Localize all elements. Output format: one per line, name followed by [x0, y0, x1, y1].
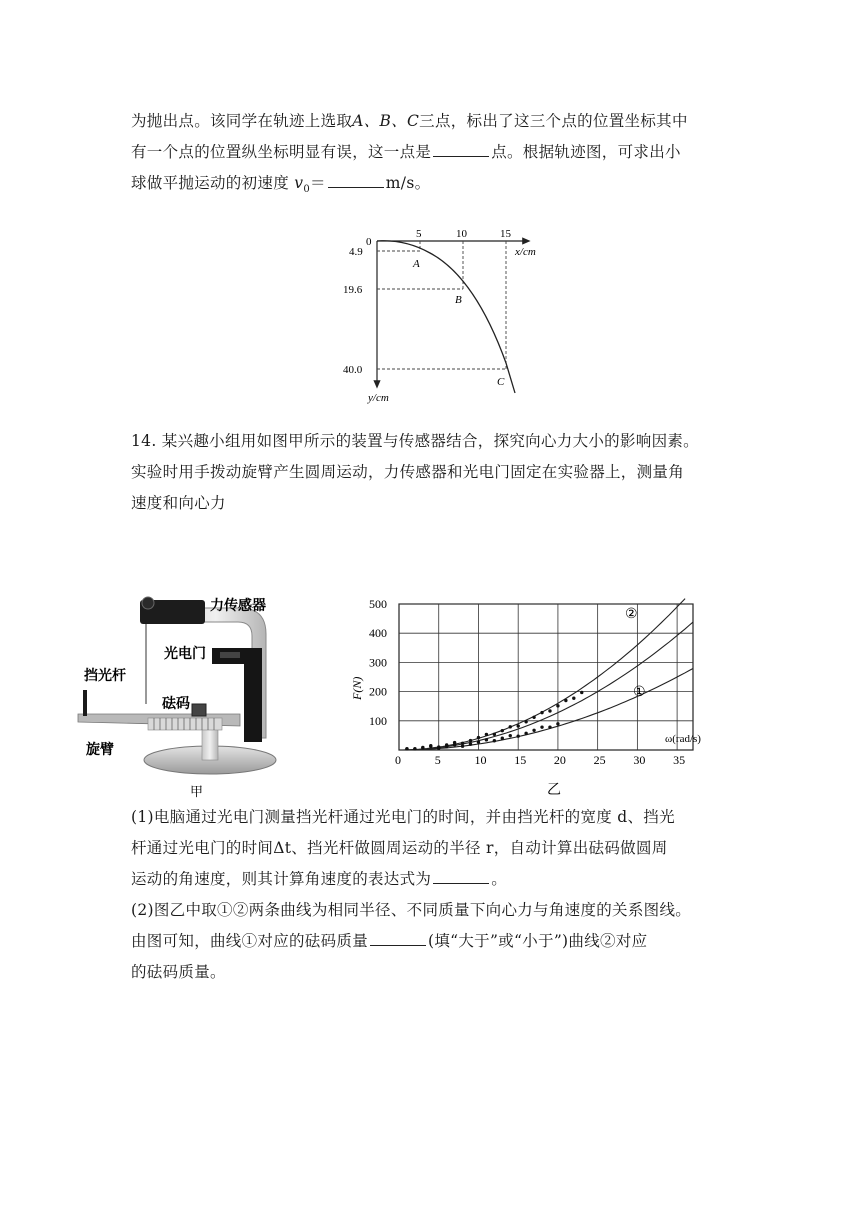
traj-point-a: A: [413, 258, 420, 270]
sensor-knob: [142, 597, 154, 609]
chart-point: [405, 747, 408, 750]
chart-point: [540, 725, 543, 728]
traj-y-label: y/cm: [368, 392, 389, 404]
answer-blank-v0[interactable]: [328, 186, 384, 188]
traj-x-tick-15: 15: [500, 228, 511, 240]
chart-point: [540, 711, 543, 714]
traj-x-tick-10: 10: [456, 228, 467, 240]
chart-point: [532, 716, 535, 719]
curve-label-1: ①: [633, 685, 646, 700]
curve-label-2: ②: [625, 607, 638, 622]
sub2-line-3: 的砝码质量。: [131, 963, 226, 981]
q13-paragraph: [131, 106, 743, 205]
chart-point: [548, 709, 551, 712]
chart-point: [477, 736, 480, 739]
caption-jia: 甲: [190, 785, 204, 800]
chart-point: [516, 724, 519, 727]
label-arm: 旋臂: [86, 742, 114, 758]
chart-point: [524, 732, 527, 735]
label-force-sensor: 力传感器: [210, 598, 266, 614]
chart-point: [564, 699, 567, 702]
label-light-rod: 挡光杆: [84, 668, 126, 684]
traj-y-tick-19-6: 19.6: [343, 284, 363, 296]
light-block-rod[interactable]: [83, 690, 87, 716]
chart-plot-area: [399, 604, 693, 750]
label-weight: 砝码: [162, 696, 190, 712]
chart-point: [548, 725, 551, 728]
q14-line-3: 速度和向心力: [131, 494, 226, 512]
q13-line-2: 有一个点的位置纵坐标明显有误，这一点是 点。根据轨迹图，可求出小: [131, 143, 681, 161]
trajectory-curve: [377, 241, 515, 393]
chart-point: [461, 742, 464, 745]
sub1-line-1: (1)电脑通过光电门测量挡光杆通过光电门的时间，并由挡光杆的宽度 d、挡光: [131, 808, 675, 826]
sub1-line-3: 运动的角速度，则其计算角速度的表达式为 。: [131, 870, 508, 888]
chart-point: [509, 734, 512, 737]
chart-x-tick: 0: [395, 753, 401, 767]
q14-paragraph: [131, 426, 751, 519]
chart-caption: 乙: [547, 783, 561, 798]
chart-point: [485, 738, 488, 741]
chart-y-tick: 200: [369, 684, 387, 699]
chart-y-label: F(N): [350, 676, 364, 700]
trajectory-figure: [335, 225, 545, 410]
v0-symbol: v: [294, 174, 304, 192]
chart-y-tick: 400: [369, 626, 387, 641]
chart-point: [429, 744, 432, 747]
chart-point: [469, 743, 472, 746]
weight-block[interactable]: [192, 704, 206, 716]
chart-point: [572, 697, 575, 700]
chart-curve-1: [399, 669, 693, 751]
chart-point: [509, 725, 512, 728]
q13-line-3: 球做平抛运动的初速度 $v_0= m/s$。: [131, 174, 431, 196]
chart-point: [445, 743, 448, 746]
chart-point: [453, 741, 456, 744]
chart-x-label: ω(rad/s): [665, 733, 701, 745]
chart-point: [580, 691, 583, 694]
traj-origin: 0: [366, 236, 372, 248]
traj-y-tick-4-9: 4.9: [349, 246, 363, 258]
chart-point: [501, 729, 504, 732]
traj-x-tick-5: 5: [416, 228, 422, 240]
chart-point: [516, 734, 519, 737]
sub2-line-1: (2)图乙中取①②两条曲线为相同半径、不同质量下向心力与角速度的关系图线。: [131, 901, 692, 919]
answer-blank-compare[interactable]: [370, 944, 426, 946]
chart-point: [556, 704, 559, 707]
chart-y-tick: 100: [369, 713, 387, 728]
chart-y-tick: 300: [369, 655, 387, 670]
chart-point: [493, 733, 496, 736]
traj-point-b: B: [455, 294, 462, 306]
sub2-line-2: 由图可知，曲线①对应的砝码质量 (填“大于”或“小于”)曲线②对应: [131, 932, 648, 950]
q14-line-1: 14. 某兴趣小组用如图甲所示的装置与传感器结合，探究向心力大小的影响因素。: [131, 432, 699, 450]
chart-curve-3: [399, 622, 693, 750]
chart-x-tick: 5: [434, 753, 441, 767]
chart-point: [501, 737, 504, 740]
apparatus-figure: [70, 588, 320, 800]
answer-blank-point[interactable]: [433, 155, 489, 157]
label-photo-gate: 光电门: [164, 646, 206, 662]
q14-line-2: 实验时用手拨动旋臂产生圆周运动，力传感器和光电门固定在实验器上，测量角: [131, 463, 685, 481]
traj-x-label: x/cm: [515, 246, 536, 258]
sub1-line-2: 杆通过光电门的时间Δt、挡光杆做圆周运动的半径 r，自动计算出砝码做圆周: [131, 839, 668, 857]
chart-x-tick: 15: [514, 753, 527, 767]
chart-point: [532, 729, 535, 732]
points-abc: A、B、C: [352, 112, 420, 130]
q14-sub-paragraph: [131, 802, 743, 988]
chart-point: [437, 745, 440, 748]
chart-y-tick: 500: [369, 597, 387, 611]
traj-point-c: C: [497, 376, 505, 388]
chart-point: [485, 733, 488, 736]
chart-point: [469, 739, 472, 742]
chart-point: [413, 747, 416, 750]
traj-y-tick-40: 40.0: [343, 364, 363, 376]
chart-x-tick: 20: [553, 753, 566, 767]
chart-point: [477, 740, 480, 743]
chart-point: [524, 720, 527, 723]
apparatus-stem: [202, 728, 218, 760]
chart-point: [421, 746, 424, 749]
chart-x-tick: 30: [633, 753, 646, 767]
chart-x-tick: 10: [474, 753, 487, 767]
chart-x-tick: 25: [593, 753, 606, 767]
answer-blank-expression[interactable]: [433, 882, 489, 884]
chart-point: [493, 739, 496, 742]
chart-point: [556, 722, 559, 725]
force-omega-chart: [335, 592, 715, 800]
chart-x-tick: 35: [673, 753, 686, 767]
q13-line-1: 为抛出点。该同学在轨迹上选取A、B、C三点，标出了这三个点的位置坐标其中: [131, 112, 688, 130]
